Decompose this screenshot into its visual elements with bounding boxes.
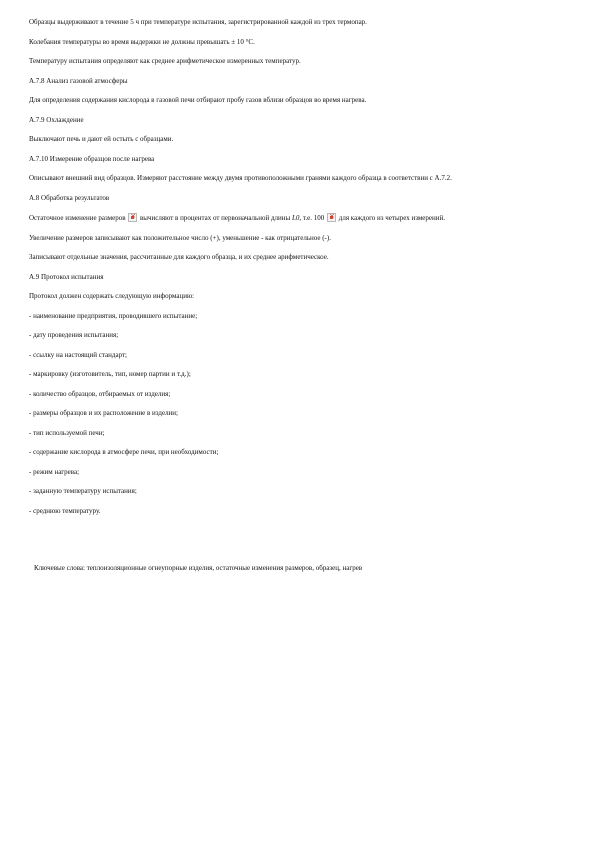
list-item: - тип используемой печи; (29, 428, 105, 437)
list-item: - ссылку на настоящий стандарт; (29, 350, 127, 359)
broken-image-icon (128, 213, 137, 222)
paragraph: Для определения содержания кислорода в газовой печи отбирают пробу газов вблизи образцов во время нагрева. (29, 96, 367, 104)
list-item: - заданную температуру испытания; (29, 487, 137, 495)
text-run: для каждого из четырех измерений. (337, 214, 445, 222)
text-run: вычисляют в процентах от первоначальной длины (138, 214, 292, 222)
text-run: Остаточное изменение размеров (29, 214, 128, 222)
list-item: - дату проведения испытания; (29, 331, 119, 339)
formula-variable: L0 (291, 214, 300, 222)
section-heading: А.8 Обработка результатов (29, 193, 110, 202)
section-heading: А.7.10 Измерение образцов после нагрева (29, 154, 155, 163)
text-run: , т.е. 100 (299, 214, 327, 222)
section-heading: А.7.8 Анализ газовой атмосферы (29, 76, 128, 85)
paragraph: Записывают отдельные значения, рассчитанные для каждого образца, и их среднее арифметическое. (29, 253, 329, 261)
paragraph: Колебания температуры во время выдержки не должны превышать ± 10 °С. (29, 37, 255, 46)
paragraph: Протокол должен содержать следующую информацию: (29, 292, 195, 300)
paragraph: Описывают внешний вид образцов. Измеряют расстояние между двумя противоположными гранями каждого образца в соответствии с А.7.2. (29, 174, 452, 182)
section-heading: А.9 Протокол испытания (29, 272, 104, 281)
document-body (29, 18, 569, 526)
paragraph: Увеличение размеров записывают как положительное число (+), уменьшение - как отрицательное (-). (29, 233, 331, 242)
list-item: - наименование предприятия, проводившего испытание; (29, 311, 198, 320)
list-item: - количество образцов, отбираемых от изделия; (29, 389, 171, 398)
paragraph: Образцы выдерживают в течение 5 ч при температуре испытания, зарегистрированной каждой из трех термопар. (29, 18, 367, 26)
list-item: - среднюю температуру. (29, 506, 101, 515)
keywords: Ключевые слова: теплоизоляционные огнеупорные изделия, остаточные изменения размеров, образец, нагрев (34, 564, 363, 572)
section-heading: А.7.9 Охлаждение (29, 115, 84, 124)
list-item: - размеры образцов и их расположение в изделии; (29, 409, 178, 417)
paragraph-with-formulas (29, 213, 569, 223)
broken-image-icon (327, 213, 336, 222)
list-item: - содержание кислорода в атмосфере печи, при необходимости; (29, 448, 219, 456)
paragraph: Выключают печь и дают ей остыть с образцами. (29, 135, 174, 143)
list-item: - маркировку (изготовитель, тип, номер партии и т.д.); (29, 370, 191, 378)
paragraph: Температуру испытания определяют как среднее арифметическое измеренных температур. (29, 57, 301, 65)
list-item: - режим нагрева; (29, 467, 80, 476)
